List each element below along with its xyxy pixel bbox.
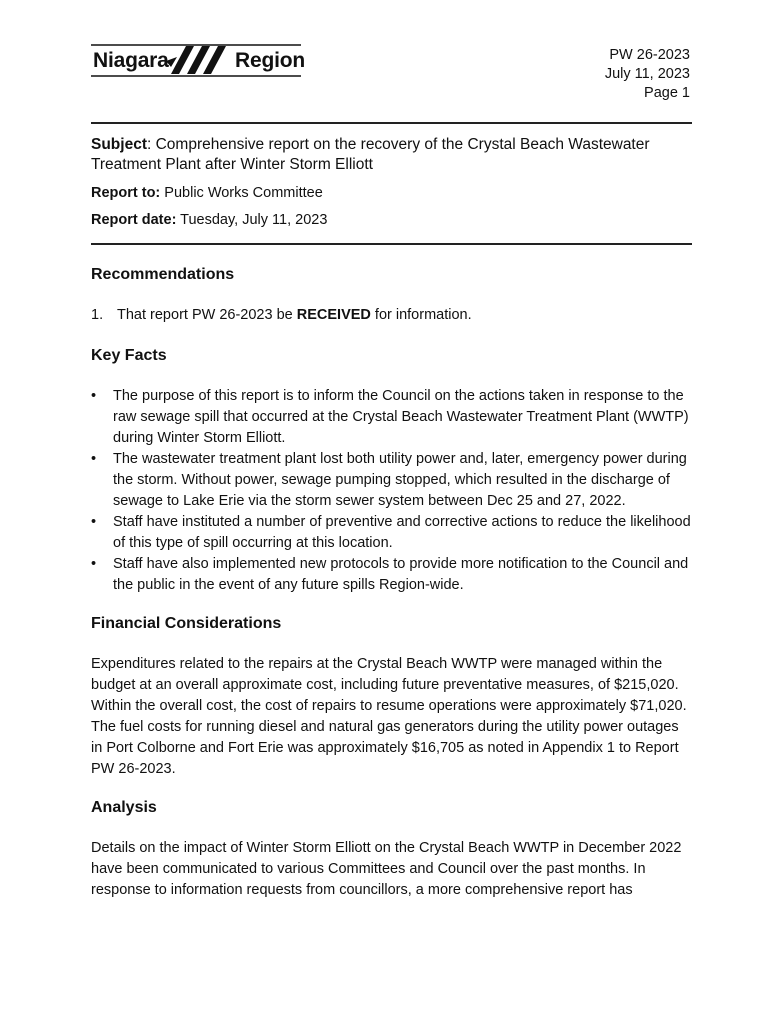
bullet-icon: • — [91, 514, 97, 530]
key-facts-list — [91, 386, 691, 596]
key-facts-heading: Key Facts — [91, 347, 167, 364]
logo-text-niagara: Niagara — [93, 49, 169, 72]
subject-line — [91, 135, 691, 175]
analysis-heading: Analysis — [91, 799, 157, 816]
report-date-label: Report date: — [91, 212, 177, 228]
recommendation-text — [117, 305, 472, 326]
analysis-text: Details on the impact of Winter Storm Elliott on the Crystal Beach WWTP in December 2022 have been communicated to various Committees and Council over the past months. In response to information requests from councillors, a more comprehensive report has — [91, 840, 682, 898]
key-fact-item — [91, 449, 691, 512]
key-fact-item — [91, 554, 691, 596]
report-body — [91, 264, 691, 901]
recommendation-bold: RECEIVED — [296, 307, 371, 323]
recommendation-item — [91, 305, 691, 326]
bullet-icon: • — [91, 556, 97, 572]
bullet-icon: • — [91, 388, 97, 404]
financial-considerations-heading: Financial Considerations — [91, 615, 282, 632]
financial-considerations-text: Expenditures related to the repairs at the Crystal Beach WWTP were managed within the budget at an overall approximate cost, including future preventative measures, of $215,020. Within the overall cost, the cost of repairs to resume operations were approximately $71,020. The fuel costs for running diesel and natural gas generators during the utility power outages in Port Colborne and Fort Erie was approximately $16,705 as noted in Appendix 1 to Report PW 26-2023. — [91, 656, 687, 777]
report-date-line — [91, 211, 691, 229]
recommendation-number: 1. — [91, 307, 104, 323]
recommendations-heading: Recommendations — [91, 266, 235, 283]
report-header-date: July 11, 2023 — [604, 66, 690, 82]
report-to-label: Report to: — [91, 185, 161, 201]
key-fact-item — [91, 386, 691, 449]
report-to-value: Public Works Committee — [160, 185, 323, 201]
page-number: Page 1 — [644, 85, 690, 101]
logo-text-region: Region — [235, 49, 305, 72]
recommendation-text-start: That report PW 26-2023 be — [117, 307, 297, 323]
key-fact-text: Staff have instituted a number of preventive and corrective actions to reduce the likelihood of this type of spill occurring at this location. — [113, 514, 691, 551]
key-fact-item — [91, 512, 691, 554]
subject-divider — [91, 243, 692, 245]
report-to-line — [91, 184, 691, 202]
recommendation-text-end: for information. — [370, 307, 472, 323]
subject-block — [91, 135, 691, 229]
subject-label: Subject — [91, 136, 147, 153]
key-fact-text: The purpose of this report is to inform the Council on the actions taken in response to the raw sewage spill that occurred at the Crystal Beach Wastewater Treatment Plant (WWTP) during Winter Storm Elliott. — [113, 388, 689, 446]
bullet-icon: • — [91, 451, 97, 467]
document-header-meta — [605, 46, 690, 103]
report-number: PW 26-2023 — [609, 47, 690, 63]
subject-text: : Comprehensive report on the recovery of the Crystal Beach Wastewater Treatment Plant after Winter Storm Elliott — [91, 136, 650, 173]
key-fact-text: Staff have also implemented new protocols to provide more notification to the Council and the public in the event of any future spills Region-wide. — [113, 556, 689, 593]
top-divider — [91, 122, 692, 124]
report-date-value: Tuesday, July 11, 2023 — [176, 212, 328, 228]
key-fact-text: The wastewater treatment plant lost both utility power and, later, emergency power during the storm. Without power, sewage pumping stopped, which resulted in the discharge of sewage to Lake Erie via the storm sewer system between Dec 25 and 27, 2022. — [113, 451, 687, 509]
niagara-region-logo — [91, 43, 305, 79]
